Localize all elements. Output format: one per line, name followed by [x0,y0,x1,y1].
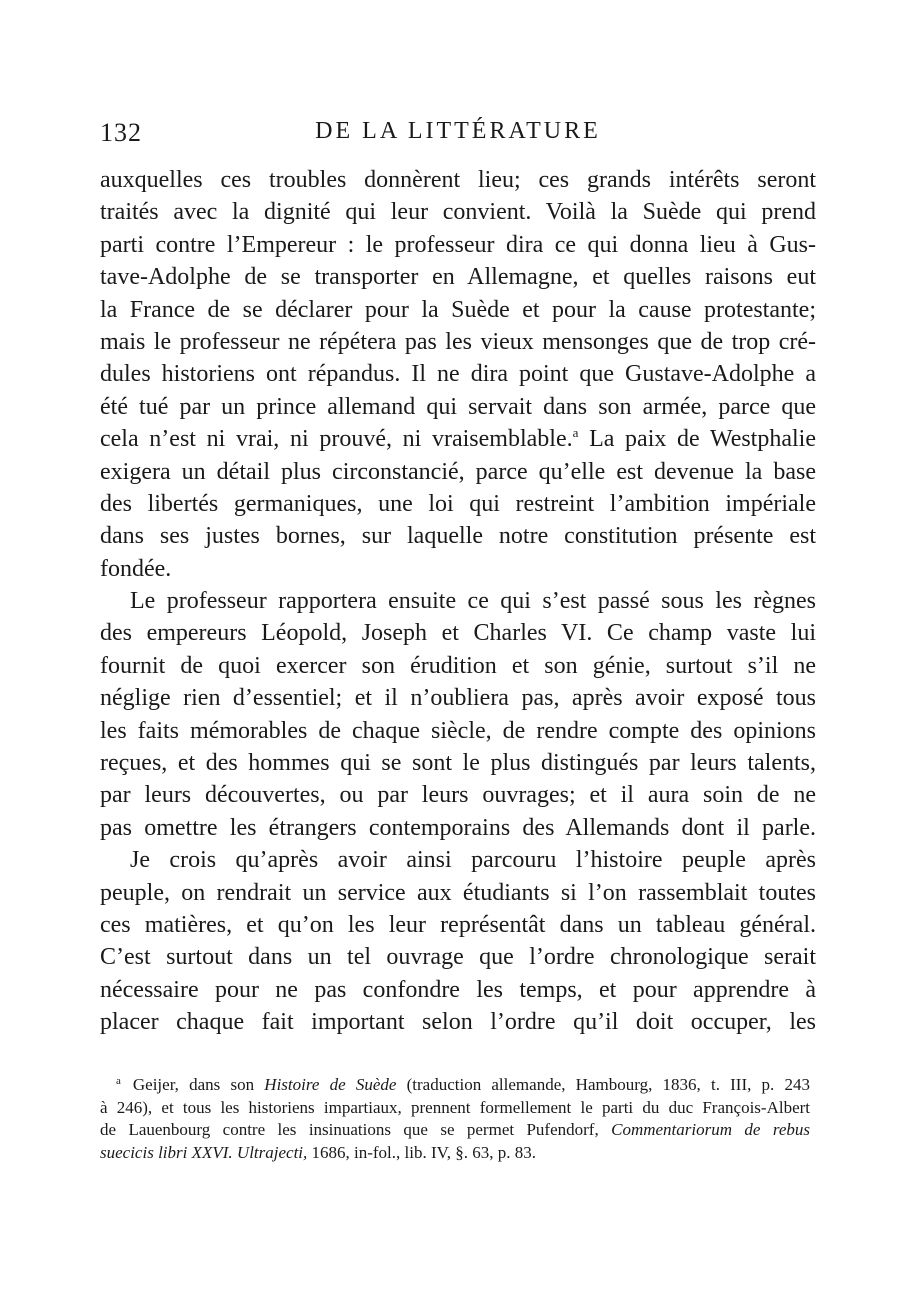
text-line: des empereurs Léopold, Joseph et Charles VI. Ce champ vaste lui [100,620,816,647]
page-header [100,118,816,154]
text-line: tave-Adolphe de se transporter en Allemagne, et quelles raisons eut [100,264,816,291]
italic-title: suecicis libri XXVI. Ultrajecti, [100,1142,308,1162]
text-line: néglige rien d’essentiel; et il n’oubliera pas, après avoir exposé tous [100,685,816,712]
page-number: 132 [100,118,142,147]
footnote-line [100,1119,810,1142]
text-line: Je crois qu’après avoir ainsi parcouru l’histoire peuple après [130,847,816,874]
footnote-marker: a [116,1075,121,1087]
text-line: C’est surtout dans un tel ouvrage que l’ordre chronologique serait [100,944,816,971]
text-segment: La paix de Westphalie [578,426,816,453]
text-line: par leurs découvertes, ou par leurs ouvrages; et il aura soin de ne [100,782,816,809]
text-line: pas omettre les étrangers contemporains des Allemands dont il parle. [100,814,816,841]
italic-title: Commentariorum de rebus [611,1120,810,1140]
text-line: ces matières, et qu’on les leur représentât dans un tableau général. [100,911,816,938]
text-segment: Geijer, dans son [132,1075,265,1094]
text-line: mais le professeur ne répétera pas les vieux mensonges que de trop cré- [100,328,816,355]
paragraph-2 [100,585,816,844]
text-line: auxquelles ces troubles donnèrent lieu; ces grands intérêts seront [100,167,816,193]
footnote-reference: a [572,425,579,441]
footnote-line [114,1074,810,1097]
text-line: reçues, et des hommes qui se sont le plus distingués par leurs talents, [100,750,816,777]
text-segment: cela n’est ni vrai, ni prouvé, ni vraisemblable. [100,426,573,453]
running-title: DE LA LITTÉRATURE [315,118,601,144]
italic-title: Histoire de Suède [264,1075,397,1094]
footnote-line [100,1142,810,1165]
text-line: peuple, on rendrait un service aux étudiants si l’on rassemblait toutes [100,879,816,906]
paragraph-1 [100,164,816,585]
text-segment: de Lauenbourg contre les insinuations que se permet Pufendorf, [100,1120,612,1140]
text-line: Le professeur rapportera ensuite ce qui s’est passé sous les règnes [130,588,816,615]
text-segment: 1686, in-fol., lib. IV, §. 63, p. 83. [307,1142,536,1162]
text-line: parti contre l’Empereur : le professeur dira ce qui donna lieu à Gus- [100,231,816,258]
text-line: placer chaque fait important selon l’ordre qu’il doit occuper, les [100,1009,816,1036]
text-line-with-footnote-ref [100,423,816,455]
text-segment: (traduction allemande, Hambourg, 1836, t. III, p. 243 [396,1075,810,1094]
text-line: traités avec la dignité qui leur convient. Voilà la Suède qui prend [100,199,816,226]
footnote-line: à 246), et tous les historiens impartiaux, prennent formellement le parti du duc François-Albert [100,1097,810,1117]
text-line: nécessaire pour ne pas confondre les temps, et pour apprendre à [100,976,816,1003]
main-text [100,164,816,1039]
text-line: fournit de quoi exercer son érudition et son génie, surtout s’il ne [100,652,816,679]
text-line: les faits mémorables de chaque siècle, de rendre compte des opinions [100,717,816,744]
text-line: dules historiens ont répandus. Il ne dira point que Gustave-Adolphe a [100,361,816,388]
text-line: fondée. [100,555,172,582]
text-line: la France de se déclarer pour la Suède et pour la cause protestante; [100,296,816,323]
text-line: exigera un détail plus circonstancié, parce qu’elle est devenue la base [100,458,816,485]
text-line: été tué par un prince allemand qui servait dans son armée, parce que [100,393,816,420]
text-line: dans ses justes bornes, sur laquelle notre constitution présente est [100,523,816,550]
footnotes [100,1074,810,1164]
text-line: des libertés germaniques, une loi qui restreint l’ambition impériale [100,490,816,517]
paragraph-3 [100,844,816,1038]
